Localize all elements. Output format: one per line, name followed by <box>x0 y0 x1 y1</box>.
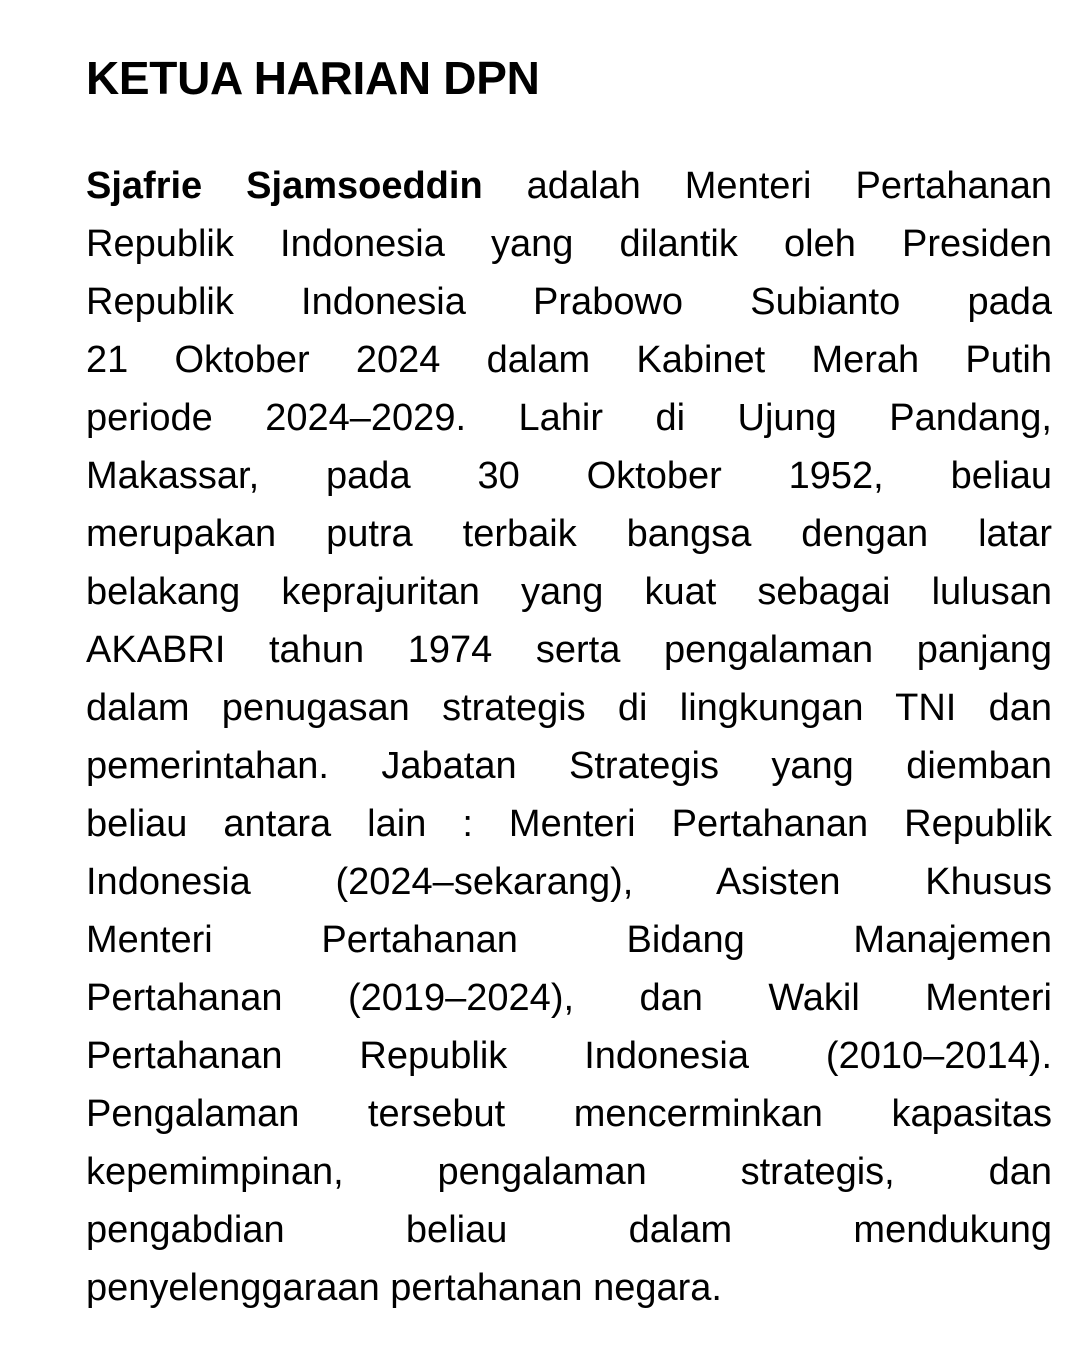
biography-paragraph <box>86 157 1052 1317</box>
paragraph-line: kepemimpinan, pengalaman strategis, dan <box>86 1151 1052 1193</box>
paragraph-line: Indonesia (2024–sekarang), Asisten Khusus <box>86 861 1052 903</box>
paragraph-line: belakang keprajuritan yang kuat sebagai lulusan <box>86 571 1052 613</box>
paragraph-line: Republik Indonesia yang dilantik oleh Presiden <box>86 223 1052 265</box>
paragraph-line: AKABRI tahun 1974 serta pengalaman panjang <box>86 629 1052 671</box>
paragraph-line: pemerintahan. Jabatan Strategis yang diemban <box>86 745 1052 787</box>
page-title: KETUA HARIAN DPN <box>86 52 540 104</box>
paragraph-line: 21 Oktober 2024 dalam Kabinet Merah Putih <box>86 339 1052 381</box>
line-text: adalah Menteri Pertahanan <box>482 165 1052 207</box>
paragraph-line: periode 2024–2029. Lahir di Ujung Pandang, <box>86 397 1052 439</box>
paragraph-line: beliau antara lain : Menteri Pertahanan Republik <box>86 803 1052 845</box>
person-name: Sjafrie Sjamsoeddin <box>86 165 483 207</box>
paragraph-line: Pertahanan Republik Indonesia (2010–2014). <box>86 1035 1052 1077</box>
paragraph-line-last: penyelenggaraan pertahanan negara. <box>86 1267 722 1309</box>
paragraph-line: merupakan putra terbaik bangsa dengan latar <box>86 513 1052 555</box>
paragraph-line: Pengalaman tersebut mencerminkan kapasitas <box>86 1093 1052 1135</box>
paragraph-line: dalam penugasan strategis di lingkungan TNI dan <box>86 687 1052 729</box>
paragraph-line: pengabdian beliau dalam mendukung <box>86 1209 1052 1251</box>
paragraph-line: Pertahanan (2019–2024), dan Wakil Menteri <box>86 977 1052 1019</box>
paragraph-line: Makassar, pada 30 Oktober 1952, beliau <box>86 455 1052 497</box>
paragraph-line <box>86 157 1052 215</box>
paragraph-line: Republik Indonesia Prabowo Subianto pada <box>86 281 1052 323</box>
paragraph-line: Menteri Pertahanan Bidang Manajemen <box>86 919 1052 961</box>
